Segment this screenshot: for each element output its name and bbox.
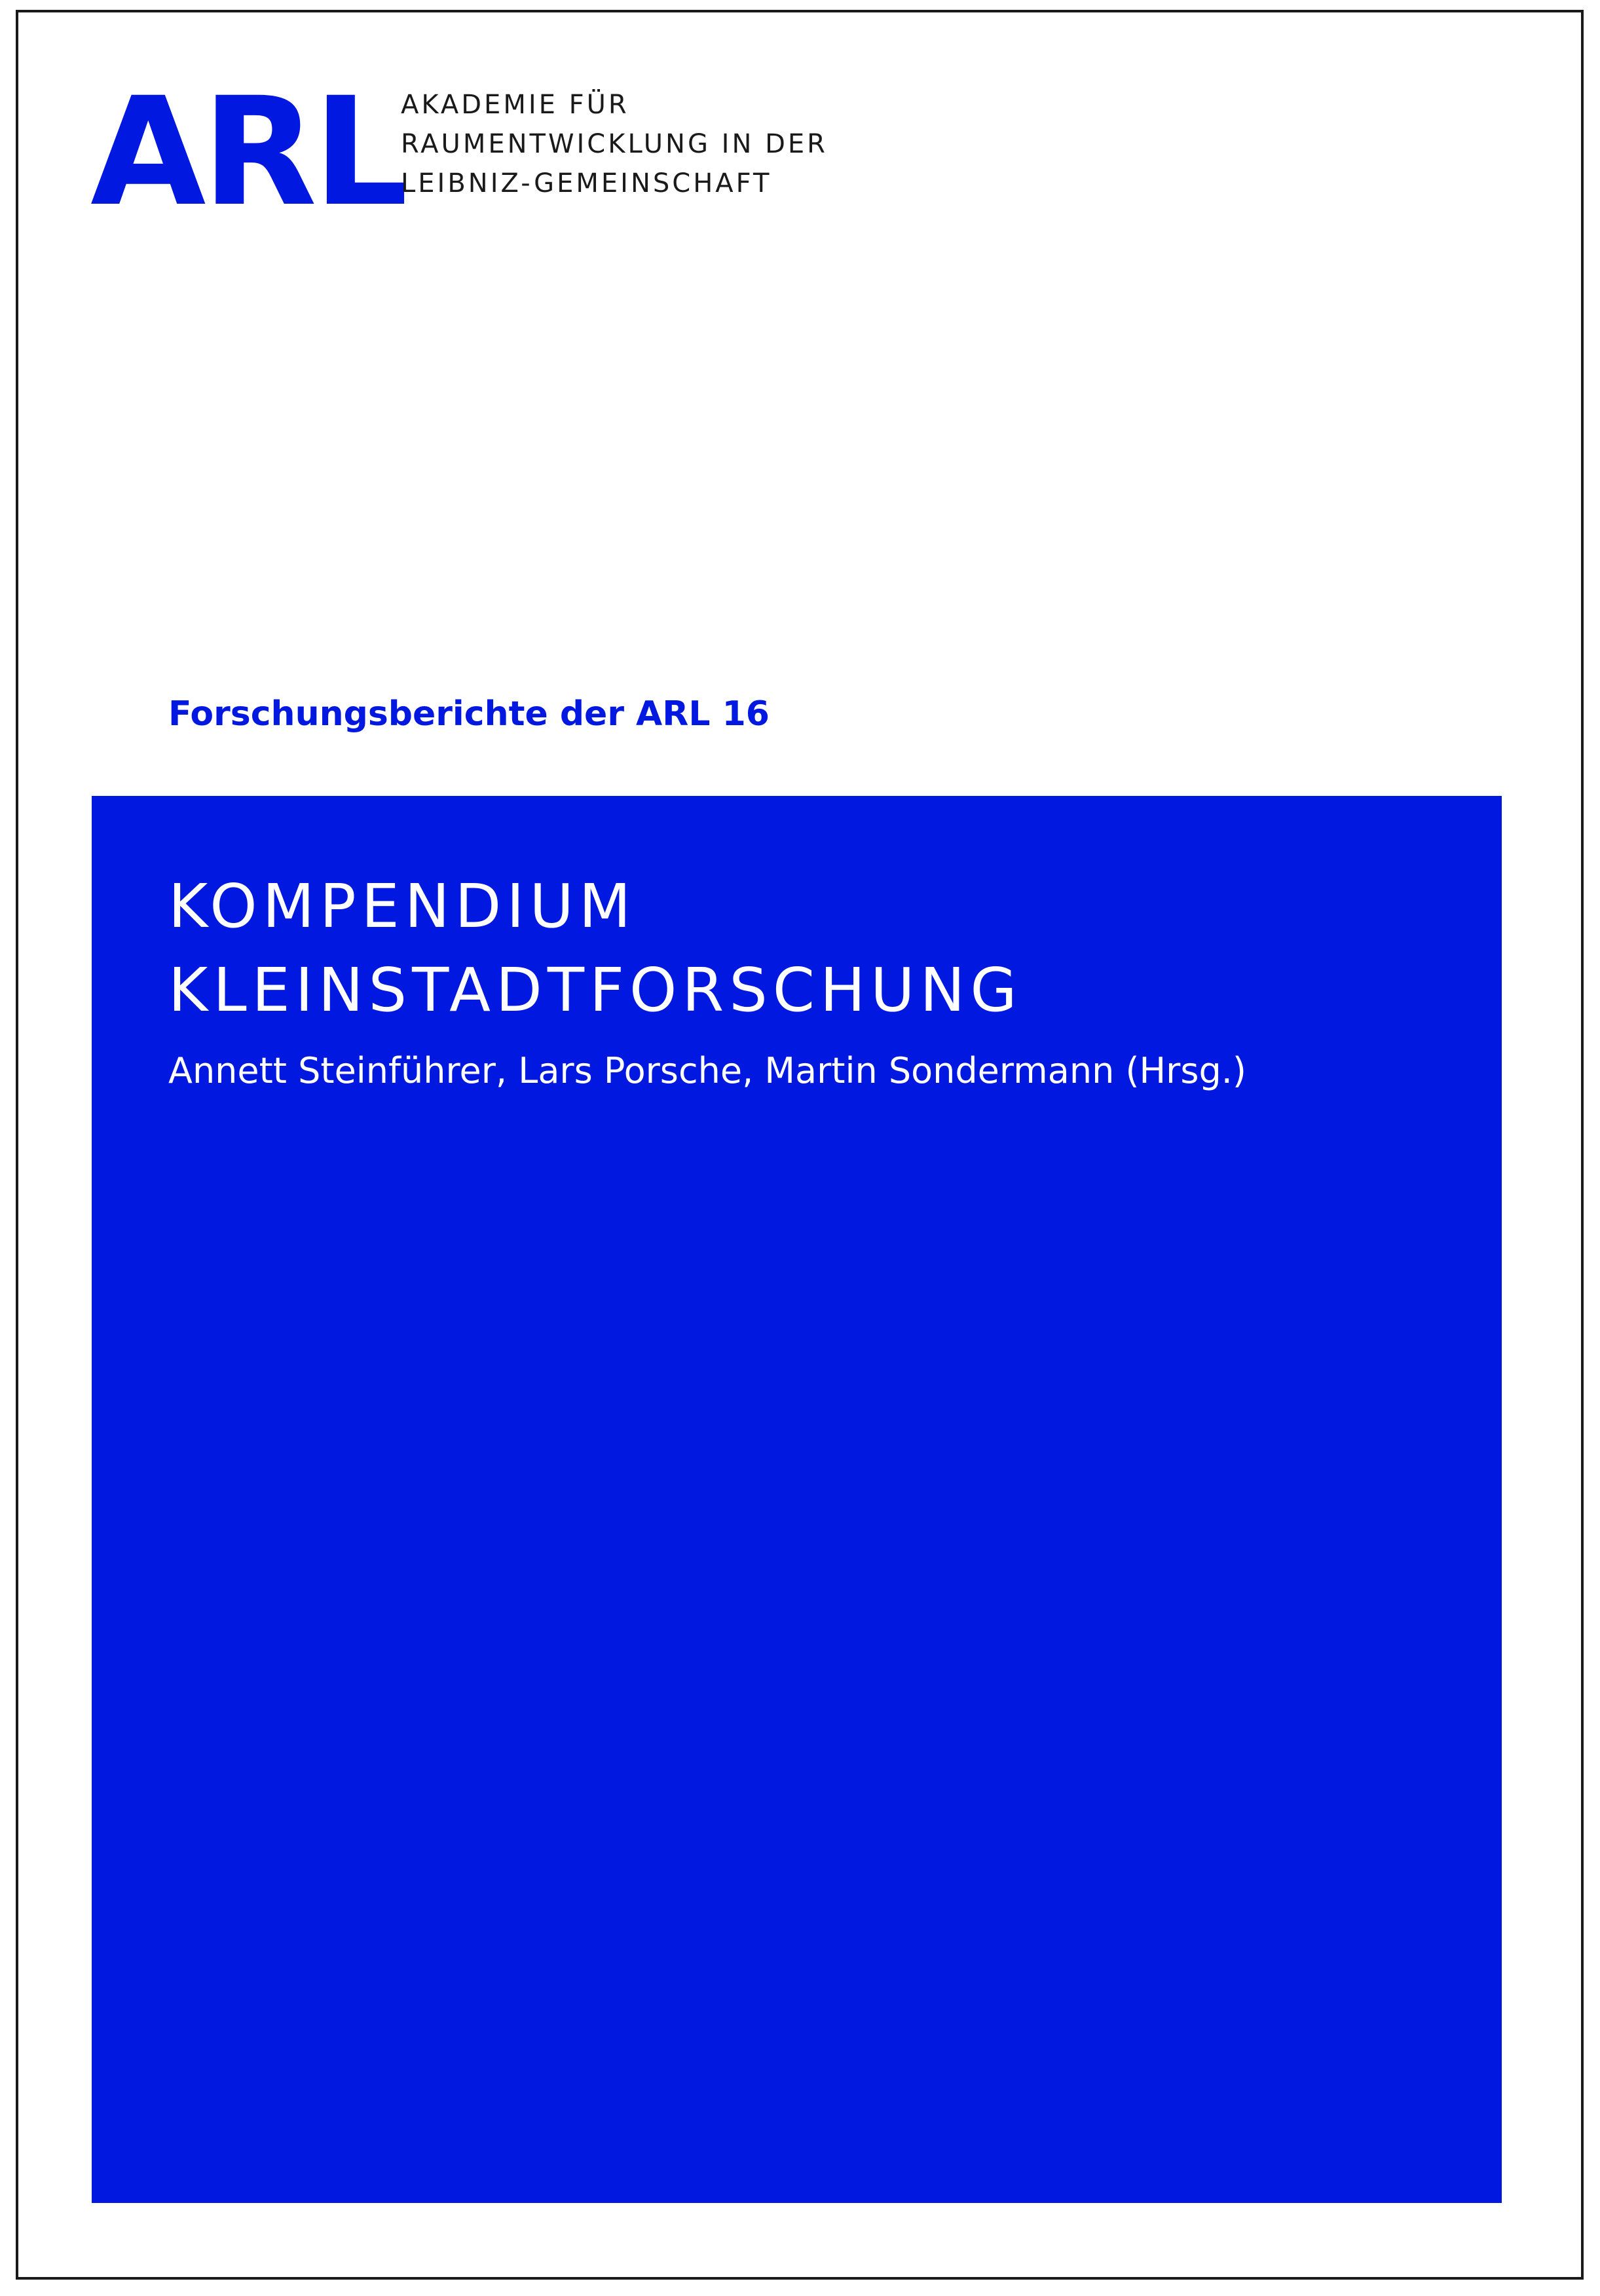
series-title: Forschungsberichte der ARL 16 bbox=[168, 694, 770, 734]
title-line-2: KLEINSTADTFORSCHUNG bbox=[168, 955, 1022, 1025]
editors: Annett Steinführer, Lars Porsche, Martin Sondermann (Hrsg.) bbox=[168, 1050, 1246, 1091]
logo-line-2: RAUMENTWICKLUNG IN DER bbox=[401, 129, 828, 159]
arl-logo-mark: ARL bbox=[90, 65, 405, 239]
logo-line-3: LEIBNIZ-GEMEINSCHAFT bbox=[401, 168, 772, 198]
book-title bbox=[168, 865, 1022, 1032]
logo-line-1: AKADEMIE FÜR bbox=[401, 90, 629, 120]
arl-logo-text bbox=[401, 85, 828, 203]
title-line-1: KOMPENDIUM bbox=[168, 871, 637, 941]
title-block bbox=[92, 796, 1502, 2203]
